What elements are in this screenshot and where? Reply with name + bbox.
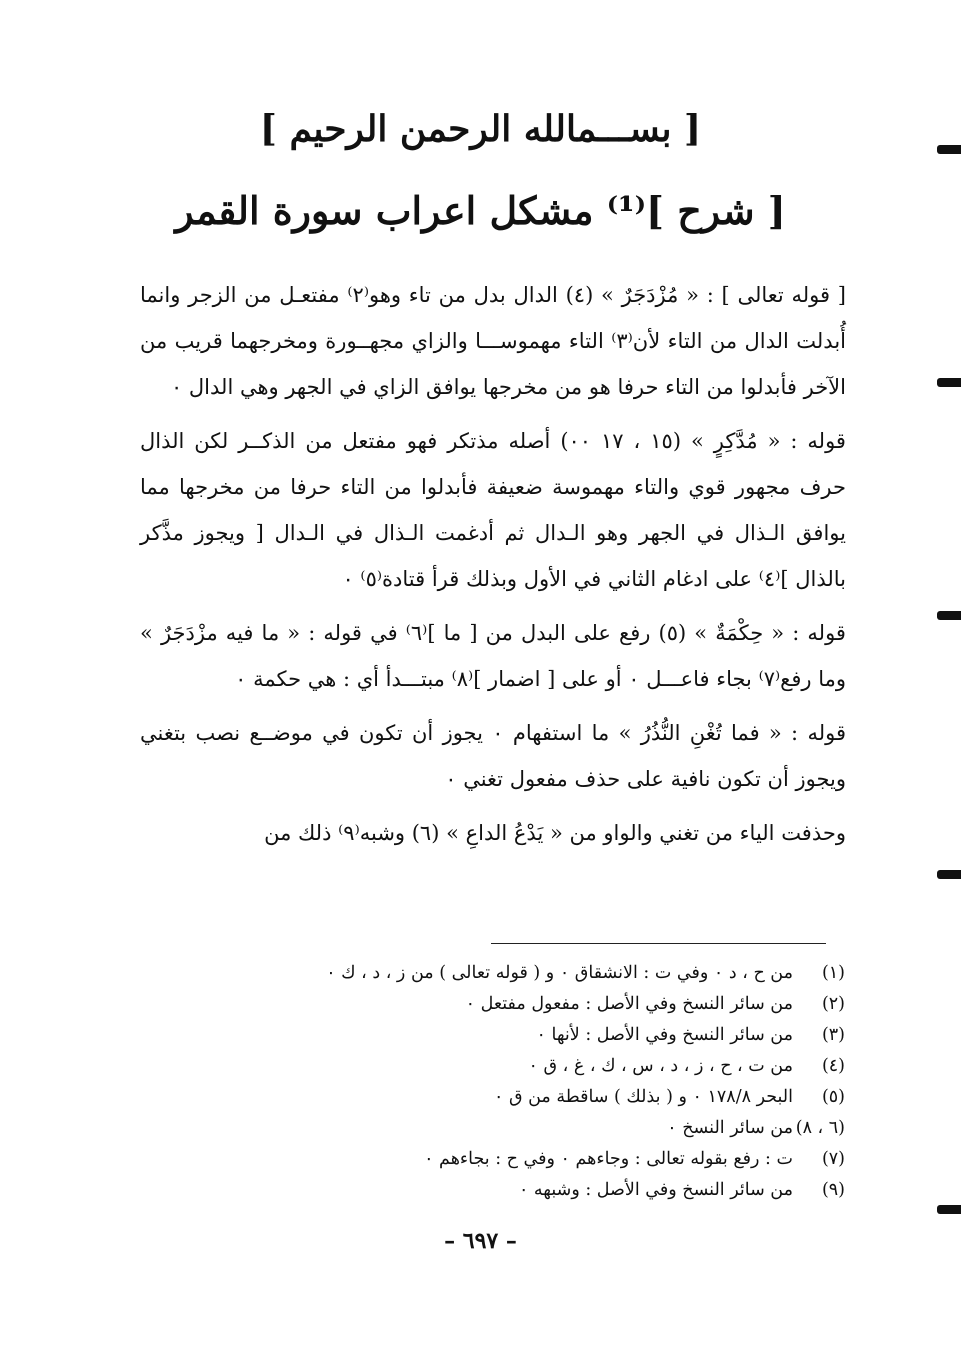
paragraph: قوله : « حِكْمَةٌ » (٥) رفع على البدل من [ ما ]⁽٦⁾ في قوله : « ما فيه مزْدَجَرٌ » وما رفع⁽٧⁾ بجاء فاعـــل ٠ أو على [ اضمار ]⁽٨⁾ مبتـــدأ أي : هي حكمة ٠ xyxy=(140,621,846,691)
footnote xyxy=(160,958,845,989)
footnote-number: (٢) xyxy=(821,994,845,1014)
footnote xyxy=(160,1113,845,1144)
footnote-number: (٥) xyxy=(821,1087,845,1107)
paragraph: قوله : « فما تُغْنِ النُّذُرُ » ما استفهام ٠ يجوز أن تكون في موضــع نصب بتغني ويجوز أن تكون نافية على حذف مفعول تغني ٠ xyxy=(140,721,846,791)
body-text xyxy=(140,272,846,864)
footnote-text: من ت ، ح ، ز ، د ، س ، ك ، غ ، ق ٠ xyxy=(528,1056,793,1076)
basmala-heading: [ بســـمالله الرحمن الرحيم ] xyxy=(259,108,702,150)
footnote xyxy=(160,1144,845,1175)
scan-edge-mark xyxy=(937,378,961,387)
footnote xyxy=(160,989,845,1020)
footnote xyxy=(160,1051,845,1082)
footnotes xyxy=(160,958,845,1206)
footnote-number: (٩) xyxy=(821,1180,845,1200)
footnote-text: من سائر النسخ وفي الأصل : مفعول مفتعل ٠ xyxy=(465,994,793,1014)
footnote xyxy=(160,1082,845,1113)
scan-edge-mark xyxy=(937,870,961,879)
scan-edge-mark xyxy=(937,145,961,154)
chapter-title: [ شرح ]⁽¹⁾ مشكل اعراب سورة القمر xyxy=(175,188,786,233)
footnote-text: من ح ، د ٠ وفي ت : الانشقاق ٠ و ( قوله تعالى ) من ز ، د ، ك ٠ xyxy=(326,963,793,983)
footnote-text: من سائر النسخ ٠ xyxy=(667,1118,793,1138)
footnote-number: (٤) xyxy=(821,1056,845,1076)
footnote-divider xyxy=(491,943,826,944)
footnote-number: (٧) xyxy=(821,1149,845,1169)
footnote-number: (٦ ، ٨) xyxy=(795,1118,845,1138)
paragraph: وحذفت الياء من تغني والواو من « يَدْعُ الداعِ » (٦) وشبه⁽٩⁾ ذلك من xyxy=(264,821,846,845)
footnote xyxy=(160,1175,845,1206)
footnote-number: (٣) xyxy=(821,1025,845,1045)
footnote-text: من سائر النسخ وفي الأصل : لأنها ٠ xyxy=(536,1025,793,1045)
scan-edge-mark xyxy=(937,1205,961,1214)
paragraph: قوله : « مُدَّكِرٍ » (١٥ ، ١٧ ٠٠) أصله مذتكر فهو مفتعل من الذكــر لكن الذال حرف مجهور قوي والتاء مهموسة ضعيفة فأبدلوا من التاء حرفا من مخرجها مما يوافق الـذال في الجهر وهو الـدال ثم أدغمت الـذال في الـدال [ ويجوز مذَّكر بالذال ]⁽٤⁾ على ادغام الثاني في الأول وبذلك قرأ قتادة⁽٥⁾ ٠ xyxy=(140,429,846,591)
footnote-text: البحر ١٧٨/٨ ٠ و ( بذلك ) ساقطة من ق ٠ xyxy=(493,1087,793,1107)
scan-edge-mark xyxy=(937,611,961,620)
paragraph: [ قوله تعالى ] : « مُزْدَجَرٌ » (٤) الدال بدل من تاء وهو⁽٢⁾ مفتعـل من الزجر وانما أُبدلت الدال من التاء لأن⁽٣⁾ التاء مهموســـا والزاي مجهــورة ومخرجهما قريب من الآخر فأبدلوا من التاء حرفا هو من مخرجها يوافق الزاي في الجهر وهي الدال ٠ xyxy=(140,283,847,399)
footnote-number: (١) xyxy=(821,963,845,983)
page-number: – ٦٩٧ – xyxy=(444,1228,517,1254)
footnote-text: من سائر النسخ وفي الأصل : وشبهه ٠ xyxy=(518,1180,793,1200)
footnote xyxy=(160,1020,845,1051)
footnote-text: ت : رفع بقوله تعالى : وجاءهم ٠ وفي ح : بجاءهم ٠ xyxy=(424,1149,793,1169)
